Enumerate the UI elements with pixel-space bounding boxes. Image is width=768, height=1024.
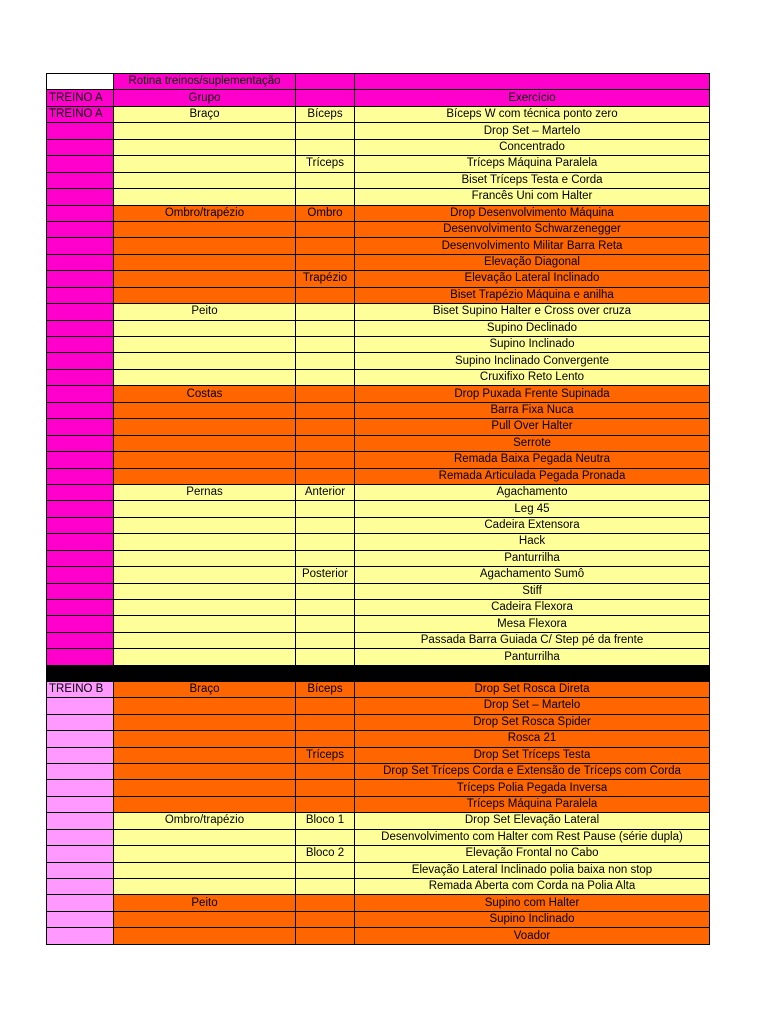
group-cell[interactable] [114,698,296,714]
section-cell[interactable] [47,369,114,385]
subgroup-cell[interactable] [296,616,355,632]
group-cell[interactable] [114,879,296,895]
section-cell[interactable] [47,189,114,205]
subgroup-cell[interactable]: Bloco 1 [296,813,355,829]
header-subgroup[interactable] [296,90,355,106]
table-row [47,271,710,287]
group-cell[interactable] [114,369,296,385]
section-cell[interactable] [47,534,114,550]
group-cell[interactable] [114,517,296,533]
group-cell[interactable] [114,402,296,418]
section-cell[interactable] [47,928,114,944]
section-cell[interactable] [47,583,114,599]
subgroup-cell[interactable] [296,796,355,812]
group-cell[interactable] [114,796,296,812]
section-cell[interactable] [47,435,114,451]
exercise-cell[interactable]: Hack [355,534,710,550]
exercise-cell[interactable]: Agachamento [355,484,710,500]
subgroup-cell[interactable] [296,287,355,303]
group-cell[interactable]: Braço [114,106,296,122]
subgroup-cell[interactable] [296,862,355,878]
section-cell[interactable] [47,550,114,566]
subgroup-cell[interactable] [296,139,355,155]
group-cell[interactable] [114,452,296,468]
group-cell[interactable] [114,221,296,237]
exercise-cell[interactable]: Supino Declinado [355,320,710,336]
section-cell[interactable] [47,419,114,435]
subgroup-cell[interactable] [296,911,355,927]
group-cell[interactable] [114,846,296,862]
section-cell[interactable] [47,468,114,484]
subgroup-cell[interactable]: Ombro [296,205,355,221]
table-row [47,501,710,517]
exercise-cell[interactable]: Pull Over Halter [355,419,710,435]
group-cell[interactable] [114,320,296,336]
exercise-cell[interactable]: Supino Inclinado [355,911,710,927]
exercise-cell[interactable]: Cruxifixo Reto Lento [355,369,710,385]
group-cell[interactable] [114,780,296,796]
exercise-cell[interactable]: Remada Aberta com Corda na Polia Alta [355,879,710,895]
group-cell[interactable] [114,583,296,599]
group-cell[interactable]: Peito [114,304,296,320]
group-cell[interactable]: Peito [114,895,296,911]
exercise-cell[interactable]: Drop Set Tríceps Testa [355,747,710,763]
group-cell[interactable] [114,189,296,205]
subgroup-cell[interactable] [296,189,355,205]
group-cell[interactable] [114,534,296,550]
exercise-cell[interactable]: Biset Trapézio Máquina e anilha [355,287,710,303]
section-cell[interactable] [47,172,114,188]
exercise-cell[interactable]: Passada Barra Guiada C/ Step pé da frente [355,632,710,648]
group-cell[interactable] [114,238,296,254]
subgroup-cell[interactable] [296,879,355,895]
group-cell[interactable] [114,928,296,944]
section-cell[interactable] [47,813,114,829]
subgroup-cell[interactable] [296,895,355,911]
section-cell[interactable] [47,156,114,172]
section-cell[interactable] [47,386,114,402]
subgroup-cell[interactable] [296,928,355,944]
subgroup-cell[interactable] [296,238,355,254]
separator-cell [355,665,710,681]
group-cell[interactable] [114,747,296,763]
subgroup-cell[interactable]: Bíceps [296,106,355,122]
table-row [47,796,710,812]
section-cell[interactable] [47,911,114,927]
table-row [47,862,710,878]
group-cell[interactable] [114,550,296,566]
table-row [47,369,710,385]
exercise-cell[interactable]: Biset Tríceps Testa e Corda [355,172,710,188]
exercise-cell[interactable]: Francês Uni com Halter [355,189,710,205]
section-cell[interactable] [47,123,114,139]
subgroup-cell[interactable] [296,419,355,435]
subgroup-cell[interactable]: Bíceps [296,681,355,697]
subgroup-cell[interactable] [296,386,355,402]
section-cell[interactable] [47,698,114,714]
section-cell[interactable] [47,337,114,353]
group-cell[interactable] [114,567,296,583]
subgroup-cell[interactable]: Anterior [296,484,355,500]
exercise-cell[interactable]: Drop Set Rosca Spider [355,714,710,730]
subgroup-cell[interactable] [296,320,355,336]
table-row [47,911,710,927]
table-row [47,714,710,730]
group-cell[interactable] [114,829,296,845]
exercise-cell[interactable]: Tríceps Polia Pegada Inversa [355,780,710,796]
table-row [47,895,710,911]
title-row [47,74,710,90]
exercise-cell[interactable]: Supino com Halter [355,895,710,911]
exercise-cell[interactable]: Voador [355,928,710,944]
section-cell[interactable] [47,763,114,779]
cell-blank[interactable] [47,74,114,90]
subgroup-cell[interactable]: Tríceps [296,747,355,763]
header-row [47,90,710,106]
cell-blank[interactable] [355,74,710,90]
subgroup-cell[interactable] [296,254,355,270]
subgroup-cell[interactable] [296,780,355,796]
sheet-title[interactable]: Rotina treinos/suplementação [114,74,296,90]
header-exercise[interactable]: Exercício [355,90,710,106]
group-cell[interactable]: Braço [114,681,296,697]
exercise-cell[interactable]: Rosca 21 [355,731,710,747]
exercise-cell[interactable]: Concentrado [355,139,710,155]
subgroup-cell[interactable] [296,304,355,320]
table-row [47,616,710,632]
exercise-cell[interactable]: Drop Set Tríceps Corda e Extensão de Tríceps com Corda [355,763,710,779]
section-cell[interactable] [47,517,114,533]
table-row [47,567,710,583]
group-cell[interactable] [114,600,296,616]
subgroup-cell[interactable] [296,123,355,139]
subgroup-cell[interactable] [296,583,355,599]
group-cell[interactable] [114,254,296,270]
exercise-cell[interactable]: Supino Inclinado [355,337,710,353]
subgroup-cell[interactable] [296,600,355,616]
group-cell[interactable] [114,862,296,878]
exercise-cell[interactable]: Supino Inclinado Convergente [355,353,710,369]
subgroup-cell[interactable] [296,714,355,730]
table-row [47,254,710,270]
group-cell[interactable]: Ombro/trapézio [114,813,296,829]
subgroup-cell[interactable] [296,353,355,369]
table-row [47,189,710,205]
section-cell[interactable] [47,271,114,287]
subgroup-cell[interactable] [296,172,355,188]
group-cell[interactable] [114,731,296,747]
exercise-cell[interactable]: Drop Set Rosca Direta [355,681,710,697]
subgroup-cell[interactable] [296,452,355,468]
subgroup-cell[interactable]: Tríceps [296,156,355,172]
table-row [47,600,710,616]
section-cell[interactable] [47,747,114,763]
group-cell[interactable] [114,139,296,155]
table-row [47,747,710,763]
section-cell[interactable] [47,846,114,862]
subgroup-cell[interactable]: Posterior [296,567,355,583]
section-cell[interactable] [47,829,114,845]
group-cell[interactable] [114,419,296,435]
section-cell[interactable] [47,238,114,254]
exercise-cell[interactable]: Cadeira Extensora [355,517,710,533]
table-row [47,435,710,451]
table-row [47,287,710,303]
separator-cell [296,665,355,681]
section-cell[interactable] [47,304,114,320]
exercise-cell[interactable]: Drop Puxada Frente Supinada [355,386,710,402]
table-row [47,402,710,418]
group-cell[interactable] [114,616,296,632]
section-cell[interactable] [47,484,114,500]
subgroup-cell[interactable] [296,468,355,484]
group-cell[interactable]: Ombro/trapézio [114,205,296,221]
section-cell[interactable]: TREINO B [47,681,114,697]
section-cell[interactable] [47,501,114,517]
section-cell[interactable] [47,205,114,221]
table-row [47,550,710,566]
exercise-cell[interactable]: Elevação Lateral Inclinado polia baixa non stop [355,862,710,878]
exercise-cell[interactable]: Tríceps Máquina Paralela [355,156,710,172]
subgroup-cell[interactable] [296,369,355,385]
group-cell[interactable] [114,649,296,665]
table-row [47,484,710,500]
table-row [47,238,710,254]
section-cell[interactable] [47,139,114,155]
separator-row [47,665,710,681]
section-cell[interactable] [47,862,114,878]
group-cell[interactable] [114,714,296,730]
table-row [47,337,710,353]
exercise-cell[interactable]: Desenvolvimento com Halter com Rest Pause (série dupla) [355,829,710,845]
section-cell[interactable] [47,402,114,418]
exercise-cell[interactable]: Elevação Frontal no Cabo [355,846,710,862]
subgroup-cell[interactable] [296,337,355,353]
exercise-cell[interactable]: Leg 45 [355,501,710,517]
group-cell[interactable] [114,911,296,927]
exercise-cell[interactable]: Desenvolvimento Militar Barra Reta [355,238,710,254]
section-cell[interactable] [47,895,114,911]
table-row [47,763,710,779]
table-row [47,386,710,402]
table-row [47,139,710,155]
group-cell[interactable] [114,337,296,353]
table-row [47,928,710,944]
table-row [47,156,710,172]
table-row [47,221,710,237]
exercise-cell[interactable]: Elevação Lateral Inclinado [355,271,710,287]
section-cell[interactable] [47,287,114,303]
table-row [47,452,710,468]
section-cell[interactable] [47,616,114,632]
table-row [47,698,710,714]
exercise-cell[interactable]: Tríceps Máquina Paralela [355,796,710,812]
table-row [47,632,710,648]
group-cell[interactable] [114,435,296,451]
table-row [47,681,710,697]
table-row [47,320,710,336]
group-cell[interactable] [114,172,296,188]
group-cell[interactable] [114,632,296,648]
subgroup-cell[interactable] [296,632,355,648]
exercise-cell[interactable]: Desenvolvimento Schwarzenegger [355,221,710,237]
subgroup-cell[interactable] [296,649,355,665]
table-row [47,731,710,747]
subgroup-cell[interactable]: Bloco 2 [296,846,355,862]
group-cell[interactable] [114,353,296,369]
table-row [47,419,710,435]
section-cell[interactable] [47,796,114,812]
section-cell[interactable] [47,452,114,468]
section-cell[interactable] [47,780,114,796]
table-row [47,813,710,829]
subgroup-cell[interactable] [296,517,355,533]
group-cell[interactable] [114,287,296,303]
section-cell[interactable] [47,600,114,616]
cell-blank[interactable] [296,74,355,90]
table-row [47,304,710,320]
subgroup-cell[interactable] [296,435,355,451]
group-cell[interactable]: Costas [114,386,296,402]
table-row [47,123,710,139]
subgroup-cell[interactable] [296,402,355,418]
table-row [47,829,710,845]
section-cell[interactable] [47,221,114,237]
table-row [47,583,710,599]
exercise-cell[interactable]: Serrote [355,435,710,451]
exercise-cell[interactable]: Barra Fixa Nuca [355,402,710,418]
section-cell[interactable] [47,731,114,747]
subgroup-cell[interactable] [296,534,355,550]
table-row [47,353,710,369]
group-cell[interactable] [114,763,296,779]
table-row [47,205,710,221]
group-cell[interactable] [114,156,296,172]
section-cell[interactable] [47,714,114,730]
table-row [47,780,710,796]
section-cell[interactable] [47,567,114,583]
exercise-cell[interactable]: Bíceps W com técnica ponto zero [355,106,710,122]
table-row [47,468,710,484]
section-cell[interactable] [47,632,114,648]
group-cell[interactable] [114,123,296,139]
exercise-cell[interactable]: Stiff [355,583,710,599]
spreadsheet-grid [46,73,710,945]
subgroup-cell[interactable] [296,221,355,237]
table-row [47,106,710,122]
exercise-cell[interactable]: Mesa Flexora [355,616,710,632]
subgroup-cell[interactable] [296,731,355,747]
exercise-cell[interactable]: Biset Supino Halter e Cross over cruza [355,304,710,320]
subgroup-cell[interactable] [296,550,355,566]
exercise-cell[interactable]: Drop Set Elevação Lateral [355,813,710,829]
exercise-cell[interactable]: Drop Set – Martelo [355,123,710,139]
subgroup-cell[interactable] [296,698,355,714]
exercise-cell[interactable]: Panturrilha [355,649,710,665]
table-row [47,517,710,533]
exercise-cell[interactable]: Drop Set – Martelo [355,698,710,714]
separator-cell [47,665,114,681]
group-cell[interactable] [114,271,296,287]
exercise-cell[interactable]: Remada Articulada Pegada Pronada [355,468,710,484]
subgroup-cell[interactable] [296,763,355,779]
table-row [47,172,710,188]
exercise-cell[interactable]: Drop Desenvolvimento Máquina [355,205,710,221]
header-section[interactable]: TREINO A [47,90,114,106]
section-cell[interactable] [47,353,114,369]
exercise-cell[interactable]: Panturrilha [355,550,710,566]
table-row [47,649,710,665]
section-cell[interactable]: TREINO A [47,106,114,122]
group-cell[interactable] [114,468,296,484]
subgroup-cell[interactable] [296,829,355,845]
section-cell[interactable] [47,320,114,336]
group-cell[interactable] [114,501,296,517]
header-group[interactable]: Grupo [114,90,296,106]
exercise-cell[interactable]: Agachamento Sumô [355,567,710,583]
subgroup-cell[interactable]: Trapézio [296,271,355,287]
separator-cell [114,665,296,681]
exercise-cell[interactable]: Elevação Diagonal [355,254,710,270]
table-row [47,879,710,895]
table-row [47,534,710,550]
subgroup-cell[interactable] [296,501,355,517]
section-cell[interactable] [47,879,114,895]
group-cell[interactable]: Pernas [114,484,296,500]
exercise-cell[interactable]: Remada Baixa Pegada Neutra [355,452,710,468]
section-cell[interactable] [47,254,114,270]
section-cell[interactable] [47,649,114,665]
exercise-cell[interactable]: Cadeira Flexora [355,600,710,616]
table-row [47,846,710,862]
